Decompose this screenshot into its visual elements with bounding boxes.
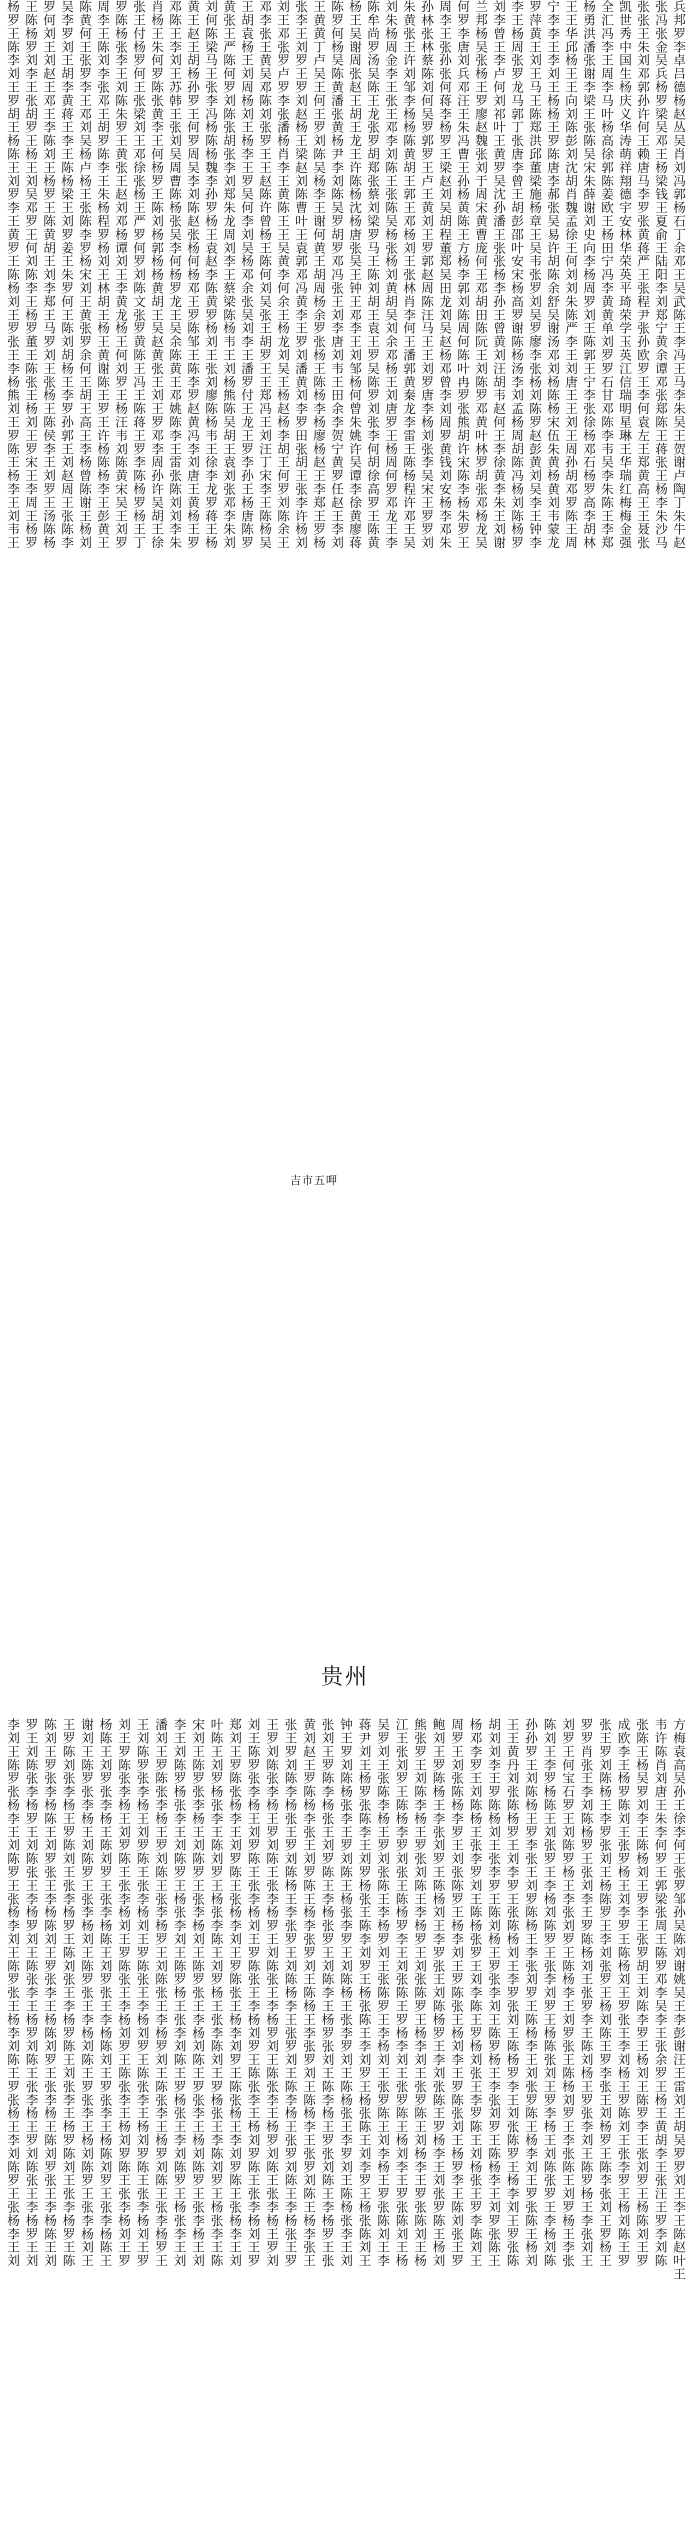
name-column: 周李王陈刘李张邓王胡罗陈李王朱杨程罗杨刘王林胡王杨王黄谢陈王罗王许杨陈杨李王彭黄王 — [95, 0, 110, 550]
name-column: 谢刘王陈罗张李杨王刘陈罗王张李杨刘王陈罗张王李杨刘陈王罗张李王杨刘陈罗王张李杨刘王 — [79, 1718, 94, 2268]
name-column: 方梅袁高吴孙王徐李何王张罗邹孙吴陈刘谢姚吴王李彭谢汪王雷刘王胡吴罗罗刘王李王陈赵叶王 — [671, 1718, 686, 2281]
name-column: 宋刘王陈罗张李杨王刘陈罗王张李杨刘王陈罗张王李杨刘陈王罗张李王杨刘陈罗王张李杨王刘 — [190, 1718, 205, 2268]
name-column: 熊张罗王刘陈李杨王罗张刘陈王李杨罗王刘张陈罗王杨李刘王张罗陈王刘杨李王罗张陈刘王杨 — [412, 1718, 427, 2268]
name-column: 杨罗王陈李刘王罗胡王杨陈王刘罗李王黄罗王陈杨刘王罗张王李杨熊刘王罗陈王杨李王刘韦王 — [5, 0, 20, 550]
name-column: 吴罗刘王张陈李杨王罗刘张陈王李杨罗刘王张陈罗王李杨刘王张罗陈王刘李杨王罗张陈刘王李 — [375, 1718, 390, 2268]
name-column: 何罗李唐刘兵邓汪王朱冯曹王孙杨黄陈王方杨李郭刘陈周何陈叶冉罗张熊胡许宋陈李杨朱罗王 — [455, 0, 470, 550]
name-column: 杨王吴谢周张赵王胡王龙王许陈杨沈杨唐张吴王钟王邓李王刘邹杨何曾朱姚许吴谭李徐黄廖蒋 — [347, 0, 362, 550]
name-column: 胡刘刘李王罗陈杨刘王张李罗王陈刘杨王罗张李刘王陈罗杨王李张刘罗王陈杨李王刘罗张陈王 — [486, 1718, 501, 2268]
name-column: 钟王罗刘陈杨张李王罗刘陈王杨张李罗王刘陈杨王张李罗刘王陈杨张王李罗刘王陈杨张李王刘 — [338, 1718, 353, 2268]
name-column: 刘朱杨周金李王张王邓李刘陈王张陈吴杨张杨刘黄胡吴刘余邓杨王刘唐罗王杨周何罗邓龙王李 — [383, 0, 398, 550]
name-column: 张刘王罗陈李杨张王刘罗陈王李杨张罗王刘陈李王杨罗张刘王陈李杨王罗张刘陈王李杨罗王张 — [319, 1718, 335, 2268]
name-column: 吴李罗刘王胡李黄蒋王李王陈杨梁王刘罗姜王朱罗何王陈刘胡杨王李罗孙郭王刘赵周王张陈李 — [59, 0, 74, 550]
name-column: 陈罗何杨吴陈黄潘张黄杨尹李刘陈吴罗胡罗邓冯张王刘李唐刘韦王田余李贺宁黄罗任赵王李刘 — [329, 0, 344, 550]
name-column: 罗何刘王刘赵王邓王李陈刘王杨罗王陈黄胡王刘李郑王马罗刘王张杨王陈侯李王刘罗王汤陈杨 — [41, 0, 56, 550]
name-column: 肖杨王朱何罗陈张黄李王何杨罗王陈刘杨郭杨杨黄胡王吴赵黄张王刘王罗邓李周孙许吴胡王徐 — [149, 0, 164, 550]
name-column: 李刘王陈罗张杨李王刘陈罗王张杨李刘王陈罗张王杨李刘陈王罗张杨王李刘陈罗王张杨李王刘 — [5, 1718, 20, 2268]
name-column: 宁李李王李刘王杨杨王罗陈唐李郝张吴易许胡陈余舒吴谢汤邓刘杨陈杨宋伍朱黄杨黄刘韦蒙龙 — [545, 0, 560, 550]
name-column: 王刘陈罗张李杨王刘罗陈王张李杨刘王罗陈张王李杨刘罗王陈张李王杨刘罗陈王张李杨刘王罗 — [134, 1718, 150, 2268]
name-column: 李王杨周张罗龙马郭丁张唐李曾王胡彭邵叶安宋杨高罗谢陈杨汤李刘孟杨周胡陈冯杨刘陈杨罗 — [509, 0, 524, 550]
name-column: 郑刘王罗陈张杨李王刘罗陈王张杨李刘王罗陈张王杨李刘罗王陈张杨王李刘罗陈王张杨李王刘 — [227, 1718, 242, 2268]
name-column: 周李王张孙张何蒋李杨罗王梁赵刘吴胡程董郑吴田龙刘吴赵杨邓曾李刘周罗黄钱刘安杨李邓朱 — [437, 0, 452, 550]
section-title: 贵州 — [320, 1665, 369, 1690]
name-column: 黄王赵王胡杨孙罗王何罗周吴李刘陈赵张杨何杨邓王罗陈邹王陈李罗赵黄冯李刘唐王黄杨王罗 — [185, 0, 200, 550]
name-column: 刘何陈梁马王张李冯杨陈杨魏李孙罗杨王袁赵李陈黄罗杨刘王张刘廖陈杨韦王徐李龙罗蒋王杨 — [203, 0, 218, 550]
name-column: 罗罗肖张王李刘陈杨罗王张刘李王罗陈杨刘王张罗李王陈刘杨王罗张李刘王陈罗杨王李张刘王 — [578, 1718, 594, 2268]
name-column: 刘王陈罗张李杨王刘罗陈王张李杨刘王罗陈张王李杨刘罗王陈张李王杨刘罗陈王张李杨刘王罗 — [245, 1718, 261, 2268]
name-column: 李王刘陈罗杨张李王刘陈罗王杨张李刘王陈罗杨王张李刘陈王罗杨张王李刘陈罗王杨张李王刘 — [171, 1718, 187, 2268]
name-column: 孙林张林蔡陈刘何吴罗郭罗王卢王黄刘王罗郭赵周陈汪马王王刘罗唐李杨刘张李吴宋王罗罗刘 — [419, 0, 434, 550]
name-column: 张张王朱刘邓郭孙许何王赖唐马李罗张黄蒋严王张程尹张孙欧罗王李何袁左王郑黄高王王聂张 — [635, 0, 650, 550]
name-column: 杨陈王刘罗张李杨王陈刘罗王张李杨陈王刘罗张王李杨陈刘王罗张李王杨陈刘罗王张李杨陈王 — [97, 1718, 113, 2268]
name-column: 陈刘王罗张李杨陈王刘罗张王李杨陈刘王罗张李王杨陈刘罗王张李杨王陈刘罗张王李杨陈王刘 — [42, 1718, 57, 2268]
name-column: 江王张刘罗王陈杨李罗刘张王陈杨罗李王刘张陈王罗杨李刘王张罗陈王杨刘李王罗张陈刘王杨 — [393, 1718, 409, 2268]
name-column: 陈刘王李罗杨陈王刘张罗王李杨刘陈罗王张李刘罗王杨陈张刘王罗李杨王刘陈张罗王李杨刘陈 — [541, 1718, 557, 2268]
name-column: 蒋尹刘王杨罗张陈李王刘罗杨张王陈李刘罗王杨张陈王李刘罗王杨张陈王刘李罗王杨张陈刘王 — [356, 1718, 372, 2268]
name-column: 刘李曾王李卢何刘祁叶王黄罗吴沈孙潘王张张杨李孙王曾黄刘汪胡韦赵何王李徐黄李朱王刘谢 — [491, 0, 506, 550]
name-column: 张冯张金吴兵杨罗梁吴邓王杨梁钱王夏俞王陆阳李刘郑宁黄余谭邓张郑陈王蒋张王杨李朱沙马 — [653, 0, 668, 550]
name-column: 孙孙罗王刘陈杨王罗李张王刘罗陈杨王李张刘罗王陈杨李王刘张罗陈王杨李刘王罗张陈王杨刘 — [523, 1718, 538, 2268]
name-column: 王陈杨罗刘李王张胡罗王杨王刘吴邓罗王何刘陈李王杨罗董王陈张王杨刘王罗宋王李周王杨罗 — [23, 0, 38, 550]
name-column: 韦许陈肖刘唐王朱李何罗王郭梁张周王陈罗邓李吴李王张余罗王杨王黄胡李王张汪王罗李刘陈 — [652, 1718, 668, 2268]
name-column: 刘王罗陈张李杨王刘罗陈王张李杨刘王罗陈张王李杨刘罗王陈张李王杨刘罗陈王张李杨刘王罗 — [116, 1718, 131, 2268]
name-column: 黄刘赵王罗陈杨李张王刘罗陈王杨李张罗刘王陈杨王李张罗刘王陈杨李王张罗刘陈王杨李张王 — [301, 1718, 316, 2268]
name-column: 凯世秀中国生杨庆义华涛萌祥翔德宇安林华荣英平琦荣学玉英江信瑞明星琳王华瑞红梅梅金强 — [617, 0, 632, 550]
name-column: 罗陈杨张李王刘陈朱罗王黄张王赵刘邓杨谭刘王李黄龙杨王何刘罗王杨汪韦刘陈黄宋吴王刘罗 — [113, 0, 128, 550]
name-column: 王胡袁杨王刘周杨刘王杨李王罗吴何李刘吴杨邓余张吴刘李王潘罗付王龙王罗李孙王杨唐陈罗 — [239, 0, 254, 550]
name-column: 张陈王杨吴罗刘李王陈杨刘王罗李王张罗胡王刘陈李罗王杨刘王陈罗李王张刘罗王杨陈刘王罗 — [634, 1718, 649, 2268]
name-column: 刘王邓张罗卢罗李张潘杨肖李王黄陈王王吴黄李何余王杨龙刘吴王杨赵杨李胡王何罗刘陈余王 — [275, 0, 290, 550]
name-column: 朱黄张王许刘邹李杨杨陈黄胡王郭王邓杨刘王张林肖李何王潘郭黄秦龙李雷王陈杨程许邓王吴 — [401, 0, 416, 550]
name-column: 兰邦杨吴张杨王罗廖赵魏张刘于周宋黄曹庞何王邓胡田陈阮王刘陈罗邓黄叶林罗胡张邓杨龙吴 — [473, 0, 488, 550]
name-column: 王王华邱杨王王向刘陈彭刘沈胡肖魏孟徐王何刘刘朱陈严李王刘唐王王刘王周孙胡邓罗陈王周 — [563, 0, 578, 550]
name-column: 王黄黄丁卢吴王何王罗刘陈吴杨李王谢何黄王胡周杨余罗张杨王陈杨李杨廖杨赵王李郑王罗杨 — [311, 0, 326, 550]
name-column: 张王罗刘陈杨王李罗张刘王杨陈罗王李刘张罗王杨刘陈王罗李张王刘杨罗王陈李张刘王罗杨王 — [597, 1718, 612, 2268]
name-column: 王罗陈刘张李杨王罗陈刘王张李杨罗王陈刘张王李杨罗陈王刘张李王杨罗陈刘王张李杨罗王陈 — [60, 1718, 76, 2268]
name-list-block-lower — [4, 1718, 686, 2529]
name-column: 王罗刘陈张李杨王罗刘陈王张李杨罗王刘陈张王李杨罗刘王陈张李王杨罗刘陈王张李杨王罗刘 — [264, 1718, 279, 2268]
name-column: 杨邓李罗王刘陈杨王张李罗刘王陈杨张罗王刘李陈王罗杨刘张王李罗陈王刘杨张王罗李陈刘王 — [467, 1718, 483, 2268]
name-column: 全汇冯李王周李马叶杨高徐郭陈姜欧王杨田宁冯李黄黄单刘罗罗石甘邓陈李韦吴李朱陈王李郑 — [599, 0, 614, 550]
name-column: 黄张王严陈何罗刘陈张胡张李刘郑朱龙周刘李王蔡梁陈杨韦王刘杨熊陈吴胡王袁刘张邓李朱刘 — [221, 0, 236, 550]
name-column: 陈黄何王张罗李王邓刘吴杨卢杨王张陈李罗杨宋刘王黄张罗余何王胡王高王李杨曾陈谢王杨刘 — [77, 0, 92, 550]
name-column: 周罗王刘张陈杨李罗王刘张陈罗王杨李刘王罗陈张王杨刘李王罗陈张刘王杨罗李王陈刘张王罗 — [449, 1718, 464, 2268]
name-column: 鲍刘王罗陈杨王李张刘罗王陈杨刘王李罗张王刘陈杨罗王李刘张陈王罗杨李王刘张罗陈王杨刘 — [430, 1718, 446, 2268]
name-column: 叶陈王刘罗杨张李王陈刘罗王杨张李陈王刘罗杨王张李陈刘王罗杨张王李陈刘罗王杨张李王陈 — [208, 1718, 224, 2268]
name-column: 潘刘王罗陈张李杨王罗刘陈王张李杨罗王刘陈张王李杨罗刘王陈张李王杨罗刘陈王张李杨罗王 — [153, 1718, 168, 2268]
name-column: 刘罗王何宝石罗王刘陈罗杨王李张刘罗王陈杨李王刘罗张王陈杨刘罗王李张陈王刘罗杨王李张 — [560, 1718, 575, 2268]
name-column: 邓李张王黄吴邓陈刘张罗王王赵陈许曾杨王陈何刘吴张王胡罗王王郑冯王刘汪丁宋李王陈杨吴 — [257, 0, 272, 550]
name-column: 兵邦罗李卓吕德杨赵丛吴肖刘冯郭杨石丁余邓王吴武陈王李冯王马李朱吴王贺谢卢陶丁朱牛赵 — [671, 0, 686, 550]
name-column: 陈牟尚罗汤吴陈王龙张罗胡郑张蔡刘梁罗马王陈刘胡王袁王罗吴陈罗刘张李何胡徐高罗王陈黄 — [365, 0, 380, 550]
name-column: 张王付杨罗何王张梁刘王邓徐张杨王严罗何罗刘陈文张罗黄陈王冯王陈蒋王罗李陈杨罗杨王丁 — [131, 0, 146, 550]
name-list-block-upper — [4, 0, 686, 1628]
name-column: 成欧李王杨罗陈刘王张罗杨王刘李罗王陈杨刘王罗张王李刘杨王罗陈刘王张李罗王杨刘陈王罗 — [615, 1718, 631, 2268]
name-column: 邓陈王李刘王苏韩王张刘吴周曹陈杨张吴李何杨罗龙王吴余陈黄王邓姚陈李王雷张陈刘刘李朱 — [167, 0, 182, 550]
name-column: 罗王刘陈张李杨罗王刘陈张王李杨罗刘王陈张李王杨罗刘陈王张李杨王罗刘陈张王李杨罗王刘 — [23, 1718, 39, 2268]
name-column: 杨勇洪潘张谢李梁王张陈吴宋朱薛谢刘史向李杨周罗刘王陈郭王宁李张徐杨邓石杨罗高李胡林 — [581, 0, 596, 550]
subheading-marker: 吉市五呷 — [290, 1174, 338, 1187]
name-column: 罗萍黄王刘王马王陈郑洪邱董梁施杨章王吴韦张罗刘吴罗廖李张杨刘陈罗赵彭黄刘吴李王钟李 — [527, 0, 542, 550]
name-column: 王王黄丹刘张陈杨罗王刘李罗王张陈杨刘王李罗张刘王陈杨罗李王刘张陈罗王杨李刘王罗张陈 — [504, 1718, 520, 2268]
name-column: 张王罗刘陈李杨张王罗刘陈杨王李张罗王刘陈杨李王张罗刘王陈李杨王张罗刘陈王李杨张王罗 — [282, 1718, 298, 2268]
name-column: 张李王刘罗王罗刘赵杨王梁赵刘陈曹叶王袁郭邓冯黄李王罗刘潘黄刘李罗田张胡王张李许杨刘 — [293, 0, 308, 550]
